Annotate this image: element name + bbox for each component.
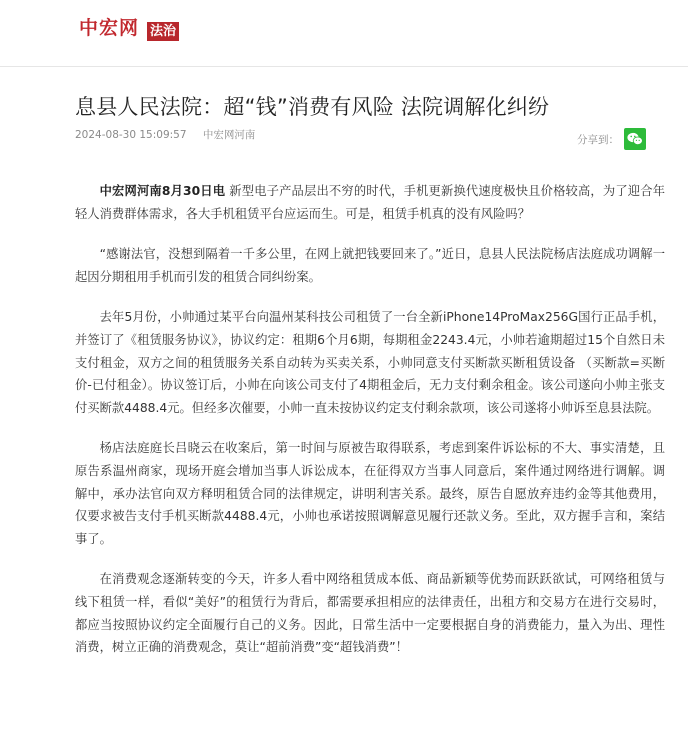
- share-label: 分享到：: [577, 133, 619, 146]
- article-body: [75, 180, 665, 677]
- publish-date: 2024-08-30 15:09:57: [75, 129, 187, 141]
- article-paragraph: 去年5月份，小帅通过某平台向温州某科技公司租赁了一台全新iPhone14ProMax256G国行正品手机，并签订了《租赁服务协议》，协议约定：租期6个月6期，每期租金2243.4元，小帅若逾期超过15个自然日未支付租金，双方之间的租赁服务关系自动转为买卖关系，小帅同意支付买断款买断租赁设备 （买断款=买断价-已付租金）。协议签订后，小帅在向该公司支付了4期租金后，无力支付剩余租金。该公司遂向小帅主张支付买断款4488.4元。但经多次催要，小帅一直未按协议约定支付剩余款项，该公司遂将小帅诉至息县法院。: [75, 310, 665, 415]
- wechat-icon[interactable]: [624, 128, 646, 150]
- article-source: 中宏网河南: [202, 129, 256, 141]
- article-paragraph: [75, 180, 665, 225]
- article-paragraph: “感谢法官，没想到隔着一千多公里，在网上就把钱要回来了。”近日，息县人民法院杨店法庭成功调解一起因分期租用手机而引发的租赁合同纠纷案。: [75, 247, 665, 284]
- article-dateline: 中宏网河南8月30日电: [99, 184, 226, 198]
- site-logo[interactable]: 中宏网: [79, 17, 140, 39]
- channel-badge[interactable]: 法治: [147, 22, 179, 41]
- article-title: 息县人民法院：超“钱”消费有风险 法院调解化纠纷: [75, 95, 550, 119]
- article-paragraph: 在消费观念逐渐转变的今天，许多人看中网络租赁成本低、商品新颖等优势而跃跃欲试，可网络租赁与线下租赁一样，看似“美好”的租赁行为背后，都需要承担相应的法律责任，出租方和交易方在进行交易时，都应当按照协议约定全面履行自己的义务。因此，日常生活中一定要根据自身的消费能力，量入为出、理性消费，树立正确的消费观念，莫让“超前消费”变“超钱消费”！: [75, 572, 665, 655]
- article-meta: [75, 128, 255, 142]
- wechat-glyph: [627, 132, 643, 146]
- paragraph-text: 新型电子产品层出不穷的时代，手机更新换代速度极快且价格较高，为了迎合年轻人消费群体需求，各大手机租赁平台应运而生。可是，租赁手机真的没有风险吗？: [75, 184, 666, 221]
- article-paragraph: 杨店法庭庭长吕晓云在收案后，第一时间与原被告取得联系，考虑到案件诉讼标的不大、事实清楚，且原告系温州商家，现场开庭会增加当事人诉讼成本，在征得双方当事人同意后，案件通过网络进行调解。调解中，承办法官向双方释明租赁合同的法律规定，讲明利害关系。最终，原告自愿放弃违约金等其他费用，仅要求被告支付手机买断款4488.4元，小帅也承诺按照调解意见履行还款义务。至此，双方握手言和，案结事了。: [75, 441, 665, 546]
- share-bar: [577, 128, 646, 150]
- site-header: [0, 0, 688, 67]
